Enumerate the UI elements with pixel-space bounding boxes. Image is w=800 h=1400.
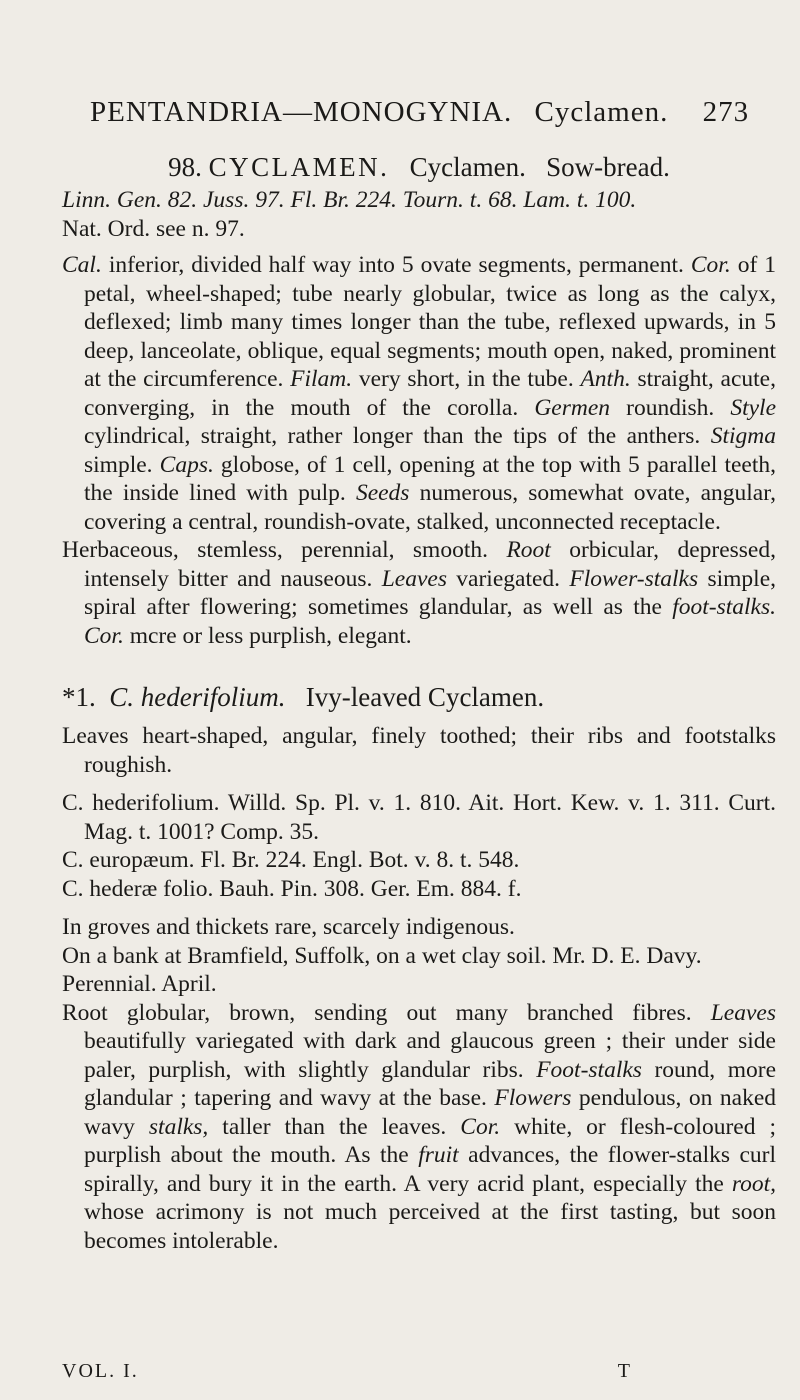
genus-common-name: Sow-bread.	[546, 152, 670, 182]
signature-mark: T	[617, 1360, 632, 1382]
page-number: 273	[702, 96, 750, 128]
species-description: Root globular, brown, sending out many branched fibres. Leaves beautifully variegated with dark and glaucous green ; their under side paler, purplish, with slightly glandular ribs. Foot-stalks round, more glandular ; tapering and wavy at the base. Flowers pendulous, on naked wavy stalks, taller than the leaves. Cor. white, or flesh-coloured ; purplish about the mouth. As the fruit advances, the flower-stalks curl spirally, and bury it in the earth. A very acrid plant, especially the root, whose acrimony is not much perceived at the first tasting, but soon becomes intolerable.	[62, 999, 777, 1254]
running-head	[90, 96, 760, 129]
species-number: *1.	[62, 682, 96, 712]
duration-flowering: Perennial. April.	[62, 971, 217, 997]
page-body	[62, 150, 776, 1255]
volume-label: VOL. I.	[62, 1360, 139, 1382]
synonym-3: C. hederæ folio. Bauh. Pin. 308. Ger. Em. 884. f.	[62, 875, 522, 902]
natural-order-reference: Nat. Ord. see n. 97.	[62, 215, 245, 242]
habitat-general: In groves and thickets rare, scarcely indigenous.	[62, 914, 515, 940]
page-footer	[62, 1360, 632, 1383]
habit-description: Herbaceous, stemless, perennial, smooth. Root orbicular, depressed, intensely bitter and nauseous. Leaves variegated. Flower-stalks simple, spiral after flowering; sometimes glandular, as well as the foot-stalks. Cor. mcre or less purplish, elegant.	[62, 537, 777, 649]
genus-number: 98.	[168, 152, 202, 182]
running-head-title: PENTANDRIA—MONOGYNIA.	[90, 96, 513, 128]
species-name: C. hederifolium.	[109, 682, 286, 712]
running-head-genus: Cyclamen.	[534, 96, 669, 128]
species-heading	[62, 680, 776, 714]
species-diagnosis: Leaves heart-shaped, angular, finely toothed; their ribs and footstalks roughish.	[62, 723, 776, 778]
species-common-name: Ivy-leaved Cyclamen.	[305, 682, 545, 712]
genus-references: Linn. Gen. 82. Juss. 97. Fl. Br. 224. Tourn. t. 68. Lam. t. 100.	[62, 187, 637, 213]
generic-character: Cal. inferior, divided half way into 5 ovate segments, permanent. Cor. of 1 petal, wheel-shaped; tube nearly globular, twice as long as the calyx, deflexed; limb many times longer than the tube, reflexed upwards, in 5 deep, lanceolate, oblique, equal segments; mouth open, naked, prominent at the circumference. Filam. very short, in the tube. Anth. straight, acute, converging, in the mouth of the corolla. Germen roundish. Style cylindrical, straight, rather longer than the tips of the anthers. Stigma simple. Caps. globose, of 1 cell, opening at the top with 5 parallel teeth, the inside lined with pulp. Seeds numerous, somewhat ovate, angular, covering a central, roundish-ovate, stalked, unconnected receptacle.	[62, 252, 777, 535]
genus-heading	[62, 150, 776, 184]
genus-name: CYCLAMEN.	[208, 152, 390, 182]
genus-latin: Cyclamen.	[409, 152, 526, 182]
habitat-locality: On a bank at Bramfield, Suffolk, on a wet clay soil. Mr. D. E. Davy.	[62, 942, 702, 969]
synonym-2: C. europæum. Fl. Br. 224. Engl. Bot. v. 8. t. 548.	[62, 847, 520, 873]
synonym-1: C. hederifolium. Willd. Sp. Pl. v. 1. 810. Ait. Hort. Kew. v. 1. 311. Curt. Mag. t. 1001? Comp. 35.	[62, 790, 776, 845]
